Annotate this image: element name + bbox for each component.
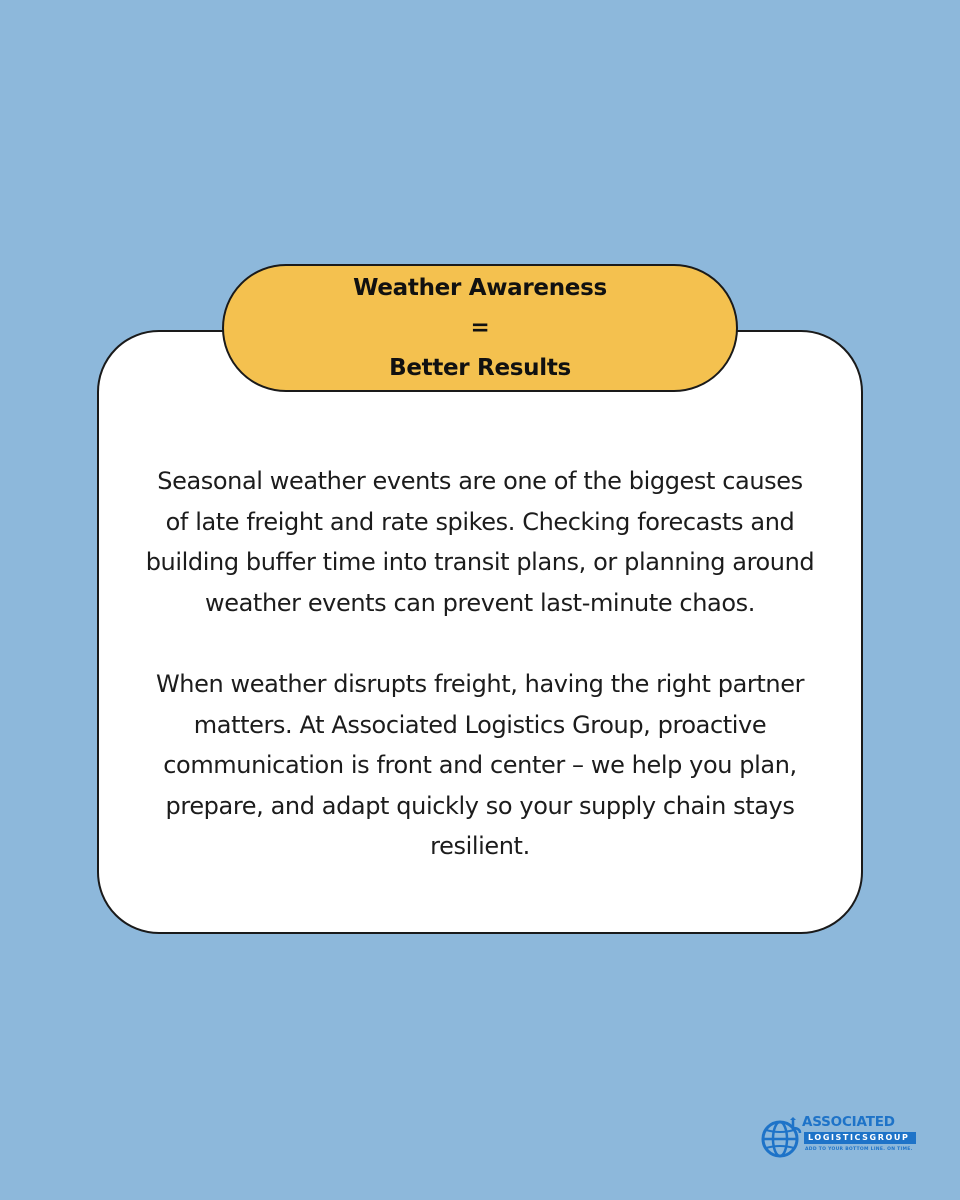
body-paragraph-1 [120, 461, 840, 623]
paragraph-2-line: matters. At Associated Logistics Group, proactive [193, 710, 767, 739]
headline-banner [222, 264, 738, 392]
globe-icon [760, 1116, 804, 1160]
paragraph-1-line: building buffer time into transit plans, or planning around [145, 548, 815, 576]
paragraph-1-line: of late freight and rate spikes. Checking forecasts and [165, 507, 795, 536]
paragraph-2-line: resilient. [430, 832, 530, 860]
paragraph-1-line: Seasonal weather events are one of the biggest causes [157, 467, 803, 495]
logo-wordmark: ASSOCIATED [802, 1114, 895, 1130]
logo-subbar [804, 1132, 916, 1144]
paragraph-2-line: When weather disrupts freight, having the right partner [155, 670, 805, 698]
paragraph-1-line: weather events can prevent last-minute chaos. [205, 588, 755, 617]
paragraph-2-line: communication is front and center – we help you plan, [163, 751, 797, 779]
logo-subwordmark: LOGISTICSGROUP [808, 1133, 910, 1142]
headline-line-1: Weather Awareness [353, 275, 607, 301]
company-logo [760, 1114, 920, 1162]
logo-tagline: ADD TO YOUR BOTTOM LINE. ON TIME. [805, 1147, 913, 1152]
paragraph-2-line: prepare, and adapt quickly so your supply chain stays [165, 791, 795, 820]
headline-line-2: Better Results [389, 355, 571, 381]
headline-equals: = [470, 315, 490, 341]
body-paragraph-2 [120, 664, 840, 867]
